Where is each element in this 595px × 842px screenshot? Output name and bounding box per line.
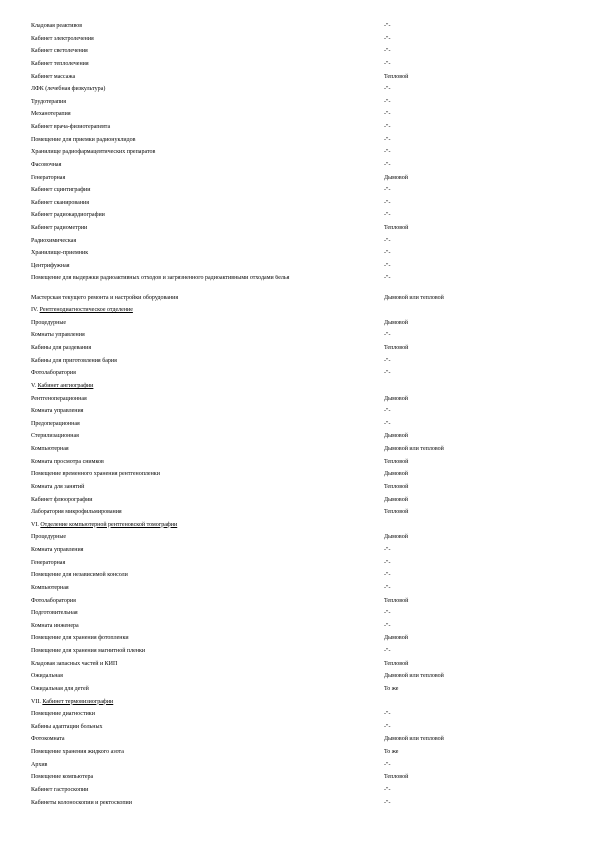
room-name: Комната управления [31, 408, 84, 415]
detector-type: -"- [384, 547, 391, 553]
room-name: Кабинет врача-физиотерапевта [31, 124, 111, 130]
room-name: Процедурные [31, 534, 67, 541]
detector-type: -"- [384, 124, 391, 130]
table-row [31, 746, 571, 759]
detector-type: -"- [384, 786, 391, 793]
section-title [31, 380, 361, 393]
room-name: Комната инженера [31, 622, 79, 629]
room-name: ЛФК (лечебная физкультура) [31, 86, 106, 93]
detector-type: -"- [384, 212, 391, 219]
table-row [31, 134, 571, 147]
table-row [31, 784, 571, 797]
detector-type: -"- [384, 357, 391, 364]
detector-type: -"- [384, 572, 391, 579]
table-row [31, 430, 571, 443]
table-row [31, 355, 571, 368]
room-name: Фасовочная [31, 161, 62, 168]
section-title [31, 696, 361, 709]
room-name: Трудотерапия [31, 98, 67, 105]
room-name: Комнаты управления [31, 332, 85, 339]
room-name: Кладовая реактивов [31, 23, 83, 29]
section-number: V. [31, 382, 37, 389]
section-title-text: Рентгенодиагностическое отделение [39, 307, 133, 314]
table-row [31, 260, 571, 273]
section-number: IV. [31, 307, 39, 314]
detector-type: -"- [384, 610, 391, 617]
detector-type: -"- [384, 622, 391, 629]
table-row [31, 184, 571, 197]
section-heading-row [31, 696, 571, 709]
detector-type: Дымовой [384, 174, 408, 181]
table-row [31, 342, 571, 355]
section-heading-row [31, 519, 571, 532]
table-row [31, 45, 571, 58]
room-name: Кабинет теплолечения [31, 60, 89, 67]
table-row [31, 121, 571, 134]
table-row [31, 456, 571, 469]
table-row [31, 58, 571, 71]
section-title-text: Кабинет ангиографии [37, 382, 94, 389]
table-row [31, 273, 571, 292]
detector-type: -"- [384, 711, 391, 718]
room-name: Кабины для приготовления бария [31, 357, 117, 364]
detector-type: -"- [384, 237, 391, 244]
room-name: Архив [31, 761, 48, 768]
room-name: Хранилище радиофармацевтических препаратов [31, 149, 156, 156]
section-title [31, 519, 361, 532]
table-row [31, 329, 571, 342]
detector-type: -"- [384, 723, 391, 730]
table-row [31, 494, 571, 507]
table-row [31, 582, 571, 595]
room-name: Компьютерная [31, 584, 69, 591]
room-name: Кабины адаптации больных [31, 723, 103, 730]
room-name: Генераторная [31, 559, 66, 566]
room-name: Лаборатория микрофильмирования [31, 509, 122, 516]
detector-type: Дымовой или тепловой [384, 294, 444, 301]
detector-type: Дымовой [384, 471, 408, 478]
table-row [31, 247, 571, 260]
detector-type: То же [384, 749, 399, 755]
detector-type: Тепловой [384, 660, 409, 667]
detector-type: -"- [384, 559, 391, 566]
section-title-text: Кабинет термовизиографии [42, 698, 114, 705]
room-name: Комната управления [31, 547, 84, 553]
room-name: Помещение для независимой консоли [31, 572, 128, 579]
detector-type: Дымовой или тепловой [384, 736, 444, 743]
detector-type: Дымовой [384, 534, 408, 541]
detector-type: Тепловой [384, 225, 409, 231]
detector-type: -"- [384, 408, 391, 415]
table-row [31, 683, 571, 696]
room-name: Помещение диагностики [31, 711, 95, 718]
table-row [31, 20, 571, 33]
detector-type: -"- [384, 187, 391, 194]
detector-type: Тепловой [384, 458, 409, 465]
detector-type: -"- [384, 86, 391, 93]
room-name: Кабинет массажа [31, 73, 76, 80]
table-row [31, 317, 571, 330]
room-name: Компьютерная [31, 446, 69, 452]
table-row [31, 531, 571, 544]
room-name: Кладовая запасных частей и КИП [31, 660, 118, 667]
detector-type: -"- [384, 370, 391, 377]
table-row [31, 595, 571, 608]
room-name: Кабинет радиометрии [31, 225, 88, 231]
section-number: VI. [31, 521, 39, 528]
detector-type: -"- [384, 648, 391, 654]
table-row [31, 658, 571, 671]
table-row [31, 557, 571, 570]
detector-type: -"- [384, 98, 391, 105]
table-row [31, 708, 571, 721]
detector-type: -"- [384, 111, 391, 118]
table-row [31, 197, 571, 210]
detector-type: Тепловой [384, 345, 409, 351]
detector-type: Тепловой [384, 73, 409, 80]
table-row [31, 367, 571, 380]
section-title-text: Отделение компьютерной рентгеновской томографии [40, 521, 178, 528]
room-name: Кабинеты колоноскопии и ректоскопии [31, 799, 132, 806]
room-name: Фотолаборатория [31, 597, 76, 604]
section-title [31, 304, 361, 317]
table-row [31, 733, 571, 746]
section-heading-row [31, 380, 571, 393]
table-row [31, 544, 571, 557]
room-name: Мастерская текущего ремонта и настройки оборудования [31, 294, 179, 301]
room-name: Кабины для раздевания [31, 345, 92, 351]
table-row [31, 71, 571, 84]
section-number: VII. [31, 698, 41, 705]
room-name: Помещение для приемки радионуклидов [31, 136, 136, 143]
table-row [31, 481, 571, 494]
table-row [31, 393, 571, 406]
room-name: Фотокомната [31, 736, 65, 743]
room-name: Ожидальная [31, 673, 63, 680]
detector-type: Дымовой или тепловой [384, 673, 444, 680]
detector-type: Тепловой [384, 597, 409, 604]
detector-type: Тепловой [384, 483, 409, 490]
requirements-table [31, 20, 571, 809]
room-name: Кабинет светолечения [31, 48, 88, 55]
detector-type: Дымовой [384, 395, 408, 402]
room-name: Центрифужная [31, 262, 70, 269]
table-row [31, 96, 571, 109]
detector-type: -"- [384, 584, 391, 591]
room-name: Рентгеноперационная [31, 395, 87, 402]
detector-type: -"- [384, 60, 391, 67]
detector-type: -"- [384, 23, 391, 29]
detector-type: То же [384, 685, 399, 692]
room-name: Комната просмотра снимков [31, 458, 104, 465]
room-name: Комната для занятий [31, 483, 85, 490]
detector-type: Дымовой [384, 433, 408, 440]
room-name: Помещение компьютера [31, 774, 94, 781]
detector-type: Дымовой [384, 319, 408, 326]
table-row [31, 620, 571, 633]
table-row [31, 172, 571, 185]
room-name: Помещение для хранения фотопленки [31, 635, 129, 642]
table-row [31, 235, 571, 248]
room-name: Помещение для выдержки радиоактивных отходов и загрязненного радиоактивными отходами белья [31, 274, 290, 281]
detector-type: -"- [384, 161, 391, 168]
table-row [31, 569, 571, 582]
detector-type: Тепловой [384, 509, 409, 516]
detector-type: -"- [384, 149, 391, 156]
room-name: Подготовительная [31, 610, 78, 617]
detector-type: Дымовой или тепловой [384, 446, 444, 452]
room-name: Кабинет флюорографии [31, 496, 93, 503]
detector-type: -"- [384, 48, 391, 55]
detector-type: Дымовой [384, 496, 408, 503]
detector-type: -"- [384, 35, 391, 42]
detector-type: Тепловой [384, 774, 409, 781]
table-row [31, 209, 571, 222]
table-row [31, 418, 571, 431]
detector-type: -"- [384, 274, 391, 281]
table-row [31, 759, 571, 772]
detector-type: -"- [384, 799, 391, 806]
table-row [31, 83, 571, 96]
room-name: Кабинет радиокардиографии [31, 212, 105, 219]
room-name: Процедурные [31, 319, 67, 326]
room-name: Радиохимическая [31, 237, 77, 244]
detector-type: -"- [384, 420, 391, 427]
table-row [31, 146, 571, 159]
room-name: Помещение для хранения магнитной пленки [31, 648, 146, 654]
table-row [31, 405, 571, 418]
detector-type: -"- [384, 332, 391, 339]
room-name: Ожидальная для детей [31, 685, 89, 692]
table-row [31, 222, 571, 235]
table-row [31, 468, 571, 481]
table-row [31, 108, 571, 121]
table-row [31, 292, 571, 305]
room-name: Предоперационная [31, 420, 80, 427]
table-row [31, 771, 571, 784]
room-name: Механотерапия [31, 111, 71, 118]
table-row [31, 645, 571, 658]
table-row [31, 670, 571, 683]
room-name: Помещение хранения жидкого азота [31, 749, 124, 755]
detector-type: -"- [384, 761, 391, 768]
room-name: Кабинет электролечения [31, 35, 94, 42]
room-name: Помещение временного хранения рентгенопленки [31, 471, 160, 478]
detector-type: -"- [384, 250, 391, 257]
room-name: Генераторная [31, 174, 66, 181]
room-name: Стерилизационная [31, 433, 79, 440]
table-row [31, 506, 571, 519]
detector-type: Дымовой [384, 635, 408, 642]
room-name: Кабинет гастроскопии [31, 786, 89, 793]
table-row [31, 721, 571, 734]
table-row [31, 159, 571, 172]
room-name: Кабинет сканирования [31, 199, 90, 206]
detector-type: -"- [384, 199, 391, 206]
detector-type: -"- [384, 136, 391, 143]
table-row [31, 443, 571, 456]
table-row [31, 607, 571, 620]
table-row [31, 797, 571, 810]
room-name: Хранилище-приемник [31, 250, 89, 257]
table-row [31, 33, 571, 46]
room-name: Фотолаборатория [31, 370, 76, 377]
room-name: Кабинет сцинтиграфии [31, 187, 91, 194]
detector-type: -"- [384, 262, 391, 269]
table-row [31, 632, 571, 645]
section-heading-row [31, 304, 571, 317]
